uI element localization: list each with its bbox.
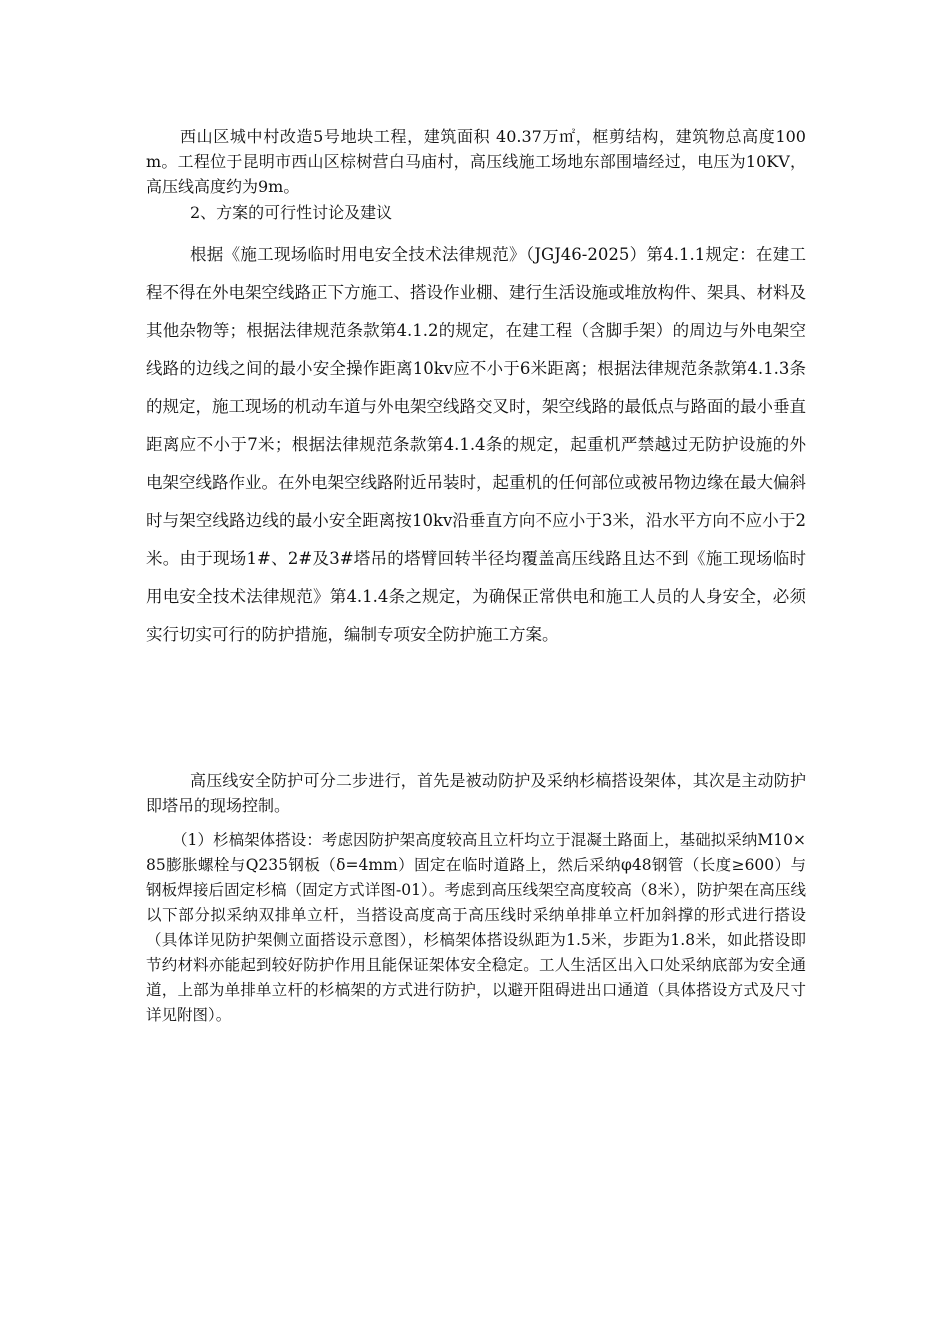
project-overview-paragraph: 西山区城中村改造5号地块工程，建筑面积 40.37万㎡，框剪结构，建筑物总高度100m。工程位于昆明市西山区棕树营白马庙村，高压线施工场地东部围墙经过，电压为10KV，高压线高度约为9m。 (146, 127, 806, 196)
section-heading: 2、方案的可行性讨论及建议 (190, 203, 393, 222)
protection-steps-paragraph: 高压线安全防护可分二步进行，首先是被动防护及采纳杉槁搭设架体，其次是主动防护即塔吊的现场控制。 (146, 771, 806, 815)
scaffold-setup-paragraph: （1）杉槁架体搭设：考虑因防护架高度较高且立杆均立于混凝土路面上，基础拟采纳M10×85膨胀螺栓与Q235钢板（δ=4mm）固定在临时道路上，然后采纳φ48钢管（长度≥600）与钢板焊接后固定杉槁（固定方式详图-01）。考虑到高压线架空高度较高（8米），防护架在高压线以下部分拟采纳双排单立杆，当搭设高度高于高压线时采纳单排单立杆加斜撑的形式进行搭设（具体详见防护架侧立面搭设示意图），杉槁架体搭设纵距为1.5米，步距为1.8米，如此搭设即节约材料亦能起到较好防护作用且能保证架体安全稳定。工人生活区出入口处采纳底部为安全通道，上部为单排单立杆的杉槁架的方式进行防护，以避开阻碍进出口通道（具体搭设方式及尺寸详见附图）。 (146, 831, 806, 1024)
regulation-paragraph: 根据《施工现场临时用电安全技术法律规范》（JGJ46-2025）第4.1.1规定：在建工程不得在外电架空线路正下方施工、搭设作业棚、建行生活设施或堆放构件、架具、材料及其他杂物等；根据法律规范条款第4.1.2的规定，在建工程（含脚手架）的周边与外电架空线路的边线之间的最小安全操作距离10kv应不小于6米距离；根据法律规范条款第4.1.3条的规定，施工现场的机动车道与外电架空线路交叉时，架空线路的最低点与路面的最小垂直距离应不小于7米；根据法律规范条款第4.1.4条的规定，起重机严禁越过无防护设施的外电架空线路作业。在外电架空线路附近吊装时，起重机的任何部位或被吊物边缘在最大偏斜时与架空线路边线的最小安全距离按10kv沿垂直方向不应小于3米，沿水平方向不应小于2米。由于现场1#、2#及3#塔吊的塔臂回转半径均覆盖高压线路且达不到《施工现场临时用电安全技术法律规范》第4.1.4条之规定，为确保正常供电和施工人员的人身安全，必须实行切实可行的防护措施，编制专项安全防护施工方案。 (146, 245, 806, 644)
